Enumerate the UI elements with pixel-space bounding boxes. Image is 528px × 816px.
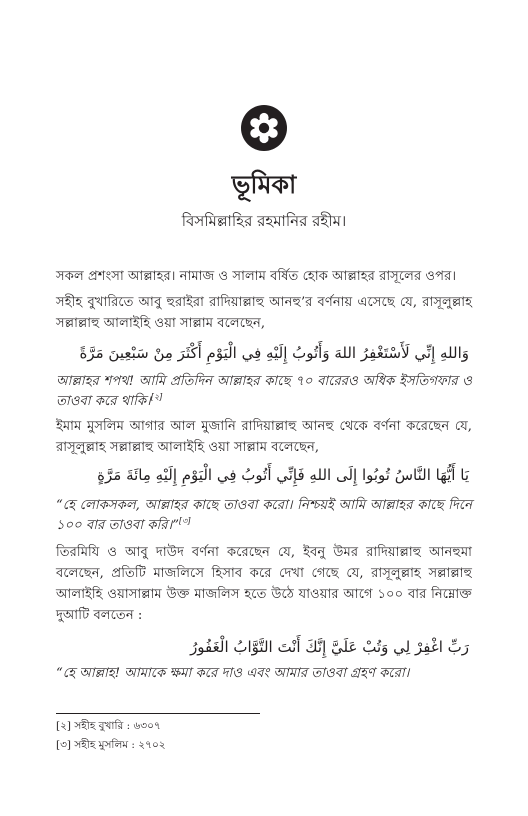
quote-translation-2 — [56, 496, 472, 536]
quote-translation-1 — [56, 372, 472, 412]
footnote-3: [৩] সহীহ মুসলিম : ২৭০২ — [56, 739, 166, 751]
paragraph-tirmidhi-intro: তিরমিযি ও আবু দাউদ বর্ণনা করেছেন যে, ইবনু উমর রাদিয়াল্লাহু আনহুমা বলেছেন, প্রতিটি মাজলিসে হিসাব করে দেখা গেছে যে, রাসূলুল্লাহ সল্লাল্লাহু আলাইহি ওয়াসাল্লাম উক্ত মাজলিস হতে উঠে যাওয়ার আগে ১০০ বার নিম্নোক্ত দুআটি বলতেন : — [56, 545, 472, 623]
footnote-ref-2: [২] — [150, 392, 163, 402]
arabic-dua: رَبِّ اغْفِرْ لِي وَتُبْ عَلَيَّ إِنَّكَ أَنْتَ التَّوَّابُ الْغَفُورُ — [190, 638, 469, 656]
quote-text-1: আল্লাহর শপথ! আমি প্রতিদিন আল্লাহর কাছে ৭০ বারেরও অধিক ইসতিগফার ও তাওবা করে থাকি। — [56, 374, 472, 409]
quote-translation-3: “হে আল্লাহ! আমাকে ক্ষমা করে দাও এবং আমার তাওবা গ্রহণ করো। — [56, 666, 410, 681]
arabic-hadith-2: يَا أَيُّهَا النَّاسُ تُوبُوا إِلَى اللهِ فَإِنِّي أَتُوبُ فِي الْيَوْمِ إِلَيْهِ مِائَةَ مَرَّةٍ — [97, 466, 469, 484]
paragraph-muslim-intro: ইমাম মুসলিম আগার আল মুজানি রাদিয়াল্লাহু আনহু থেকে বর্ণনা করেছেন যে, রাসূলুল্লাহ সল্লাল্লাহু আলাইহি ওয়া সাল্লাম বলেছেন, — [56, 419, 472, 455]
footnote-ref-3: [৩] — [179, 516, 191, 526]
paragraph-intro: সকল প্রশংসা আল্লাহর। নামাজ ও সালাম বর্ষিত হোক আল্লাহর রাসূলের ওপর। — [56, 269, 457, 284]
quote-text-2: “হে লোকসকল, আল্লাহর কাছে তাওবা করো। নিশ্চয়ই আমি আল্লাহর কাছে দিনে ১০০ বার তাওবা করি।” — [56, 498, 472, 533]
page-title: ভূমিকা — [231, 170, 297, 199]
page-subtitle: বিসমিল্লাহির রহমানির রহীম। — [181, 212, 347, 230]
footnote-divider — [56, 713, 260, 714]
gear-flower-icon — [240, 104, 288, 152]
footnote-2: [২] সহীহ বুখারি : ৬৩০৭ — [56, 720, 161, 732]
arabic-hadith-1: وَاللهِ إِنِّي لَأَسْتَغْفِرُ اللهَ وَأَتُوبُ إِلَيْهِ فِي الْيَوْمِ أَكْثَرَ مِنْ سَبْعِينَ مَرَّةً — [79, 344, 469, 362]
paragraph-bukhari-intro: সহীহ বুখারিতে আবু হুরাইরা রাদিয়াল্লাহু আনহু’র বর্ণনায় এসেছে যে, রাসূলুল্লাহ সল্লাল্লাহু আলাইহি ওয়া সাল্লাম বলেছেন, — [56, 295, 472, 331]
